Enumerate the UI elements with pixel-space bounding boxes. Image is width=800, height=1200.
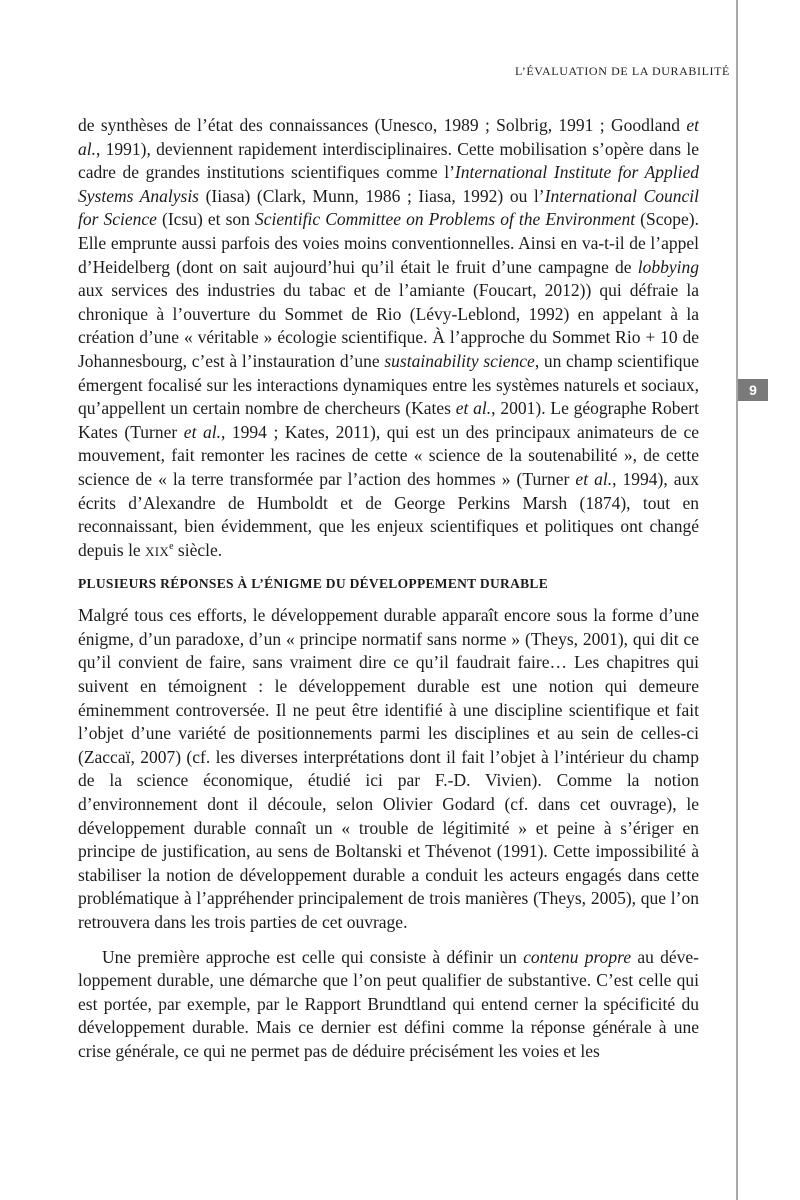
page-number-tab bbox=[738, 379, 768, 401]
paragraph-2: Malgré tous ces efforts, le développement durable apparaît encore sous la forme d’une énigme, d’un paradoxe, d’un « principe normatif sans norme » (Theys, 2001), qui dit ce qu’il convient de faire, sans vraiment dire ce qu’il faudrait faire… Les chapitres qui suivent en témoignent : le développement durable est une notion qui demeure éminemment controversée. Il ne peut être identifié à une discipline scientifique et fait l’objet d’une variété de positionnements parmi les disciplines et au sein de celles-ci (Zaccaï, 2007) (cf. les diverses interprétations dont il fait l’objet à l’intérieur du champ de la science économique, étudié ici par F.-D. Vivien). Comme la notion d’environnement dont il découle, selon Olivier Godard (cf. dans cet ouvrage), le développement durable connaît un « trouble de légitimité » et peine à s’ériger en principe de justification, au sens de Boltanski et Thévenot (1991). Cette impossibilité à stabiliser la notion de développement durable a conduit les acteurs engagés dans cette problématique à l’appréhender principalement de trois manières (Theys, 2005), que l’on retrouvera dans les trois parties de cet ouvrage. bbox=[78, 605, 699, 932]
paragraph-1: de synthèses de l’état des connaissances (Unesco, 1989 ; Solbrig, 1991 ; Goodland et al., 1991), deviennent rapidement interdisciplinaires. Cette mobilisation s’opère dans le cadre de grandes institutions scientifiques comme l’International Institute for Applied Systems Analysis (Iiasa) (Clark, Munn, 1986 ; Iiasa, 1992) ou l’International Council for Science (Icsu) et son Scientific Committee on Problems of the Environment (Scope). Elle emprunte aussi parfois des voies moins conventionnelles. Ainsi en va‑t‑il de l’appel d’Heidelberg (dont on sait aujourd’hui qu’il était le fruit d’une campagne de lobbying aux services des industries du tabac et de l’amiante (Foucart, 2012)) qui défraie la chronique à l’ouverture du Sommet de Rio (Lévy-Leblond, 1992) en appelant à la création d’une « véritable » écologie scientifique. À l’approche du Sommet Rio + 10 de Johannesbourg, c’est à l’instauration d’une sustainability science, un champ scientifique émergent focalisé sur les interactions dynamiques entre les systèmes naturels et sociaux, qu’appellent un certain nombre de chercheurs (Kates et al., 2001). Le géographe Robert Kates (Turner et al., 1994 ; Kates, 2011), qui est un des principaux animateurs de ce mouvement, fait remonter les racines de cette « science de la soutenabilité », de cette science de « la terre transformée par l’action des hommes » (Turner et al., 1994), aux écrits d’Alexandre de Humboldt et de George Perkins Marsh (1874), tout en reconnaissant, bien évidemment, que les enjeux scientifiques et politiques ont changé depuis le XIXe siècle. bbox=[78, 115, 700, 560]
running-head: L’ÉVALUATION DE LA DURABILITÉ bbox=[514, 64, 730, 78]
section-heading: PLUSIEURS RÉPONSES À L’ÉNIGME DU DÉVELOPPEMENT DURABLE bbox=[78, 576, 549, 592]
page-number: 9 bbox=[749, 382, 757, 398]
body-text bbox=[78, 114, 699, 1064]
paragraph-3: Une première approche est celle qui consiste à définir un contenu propre au développement durable, une démarche que l’on peut qualifier de substantive. C’est celle qui est portée, par exemple, par le Rapport Brundtland qui entend cerner la spécificité du développement durable. Mais ce dernier est défini comme la réponse générale à une crise générale, ce qui ne permet pas de déduire précisément les voies et les bbox=[78, 946, 699, 1061]
page-edge-rule bbox=[736, 0, 738, 1200]
